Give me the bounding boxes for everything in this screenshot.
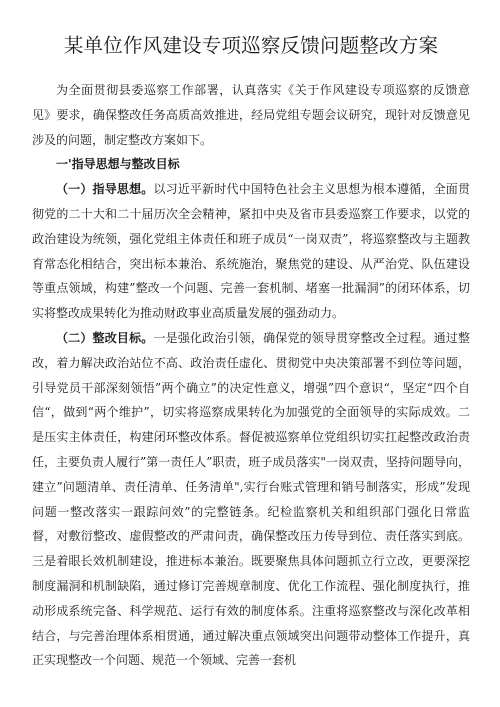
intro-paragraph: 为全面贯彻县委巡察工作部署，认真落实《关于作风建设专项巡察的反馈意见》要求，确保整改任务高质高效推进，经局党组专题会议研究，现针对反馈意见涉及的问题，制定整改方案如下。 [32, 83, 470, 147]
rectification-goals-paragraph [32, 326, 470, 673]
guiding-ideology-body: 以习近平新时代中国特色社会主义思想为根本遵循，全面贯彻党的二十大和二十届历次全会精神，紧扣中央及省市县委巡察工作要求，以党的政治建设为统领，强化党组主体责任和班子成员“一岗双责”，将巡察整改与主题教育常态化相结合，突出标本兼治、系统施治，聚焦党的建设、从严治党、队伍建设等重点领域，构建”整改一个问题、完善一套机制、堵塞一批漏洞”的闭环体系，切实将整改成果转化为推动财政事业高质量发展的强劲动力。 [32, 182, 470, 321]
rectification-goals-body: 一是强化政治引领，确保党的领导贯穿整改全过程。通过整改，着力解决政治站位不高、政治责任虚化、贯彻党中央决策部署不到位等问题，引导党员干部深刻领悟”两个确立”的决定性意义，增强”四个意识“，坚定“四个自信“，做到“两个维护”，切实将巡察成果转化为加强党的全面领导的实际成效。二是压实主体责任，构建闭环整改体系。督促被巡察单位党组织切实扛起整改政治责任，主要负责人履行”第一责任人”职责，班子成员落实"一岗双责，坚持问题导向，建立”问题清单、责任清单、任务清单",实行台账式管理和销号制落实，形成”发现问题一整改落实一跟踪问效”的完整链条。纪检监察机关和组织部门强化日常监督，对敷衍整改、虚假整改的严肃问责，确保整改压力传导到位、责任落实到底。三是着眼长效机制建设，推进标本兼治。既要聚焦具体问题抓立行立改，更要深挖制度漏洞和机制缺陷，通过修订完善规章制度、优化工作流程、强化制度执行，推动形成系统完备、科学规范、运行有效的制度体系。注重将巡察整改与深化改革相结合，与完善治理体系相贯通，通过解决重点领域突出问题带动整体工作提升，真正实现整改一个问题、规范一个领域、完善一套机 [32, 330, 470, 668]
guiding-ideology-lead: （一）指导思想。 [56, 182, 154, 197]
section-heading-text: 一'指导思想与整改目标 [56, 157, 180, 172]
rectification-goals-lead: （二）整改目标。 [56, 330, 154, 345]
guiding-ideology-paragraph [32, 177, 470, 326]
section-heading [32, 152, 470, 177]
document-title: 某单位作风建设专项巡察反馈问题整改方案 [63, 34, 439, 57]
